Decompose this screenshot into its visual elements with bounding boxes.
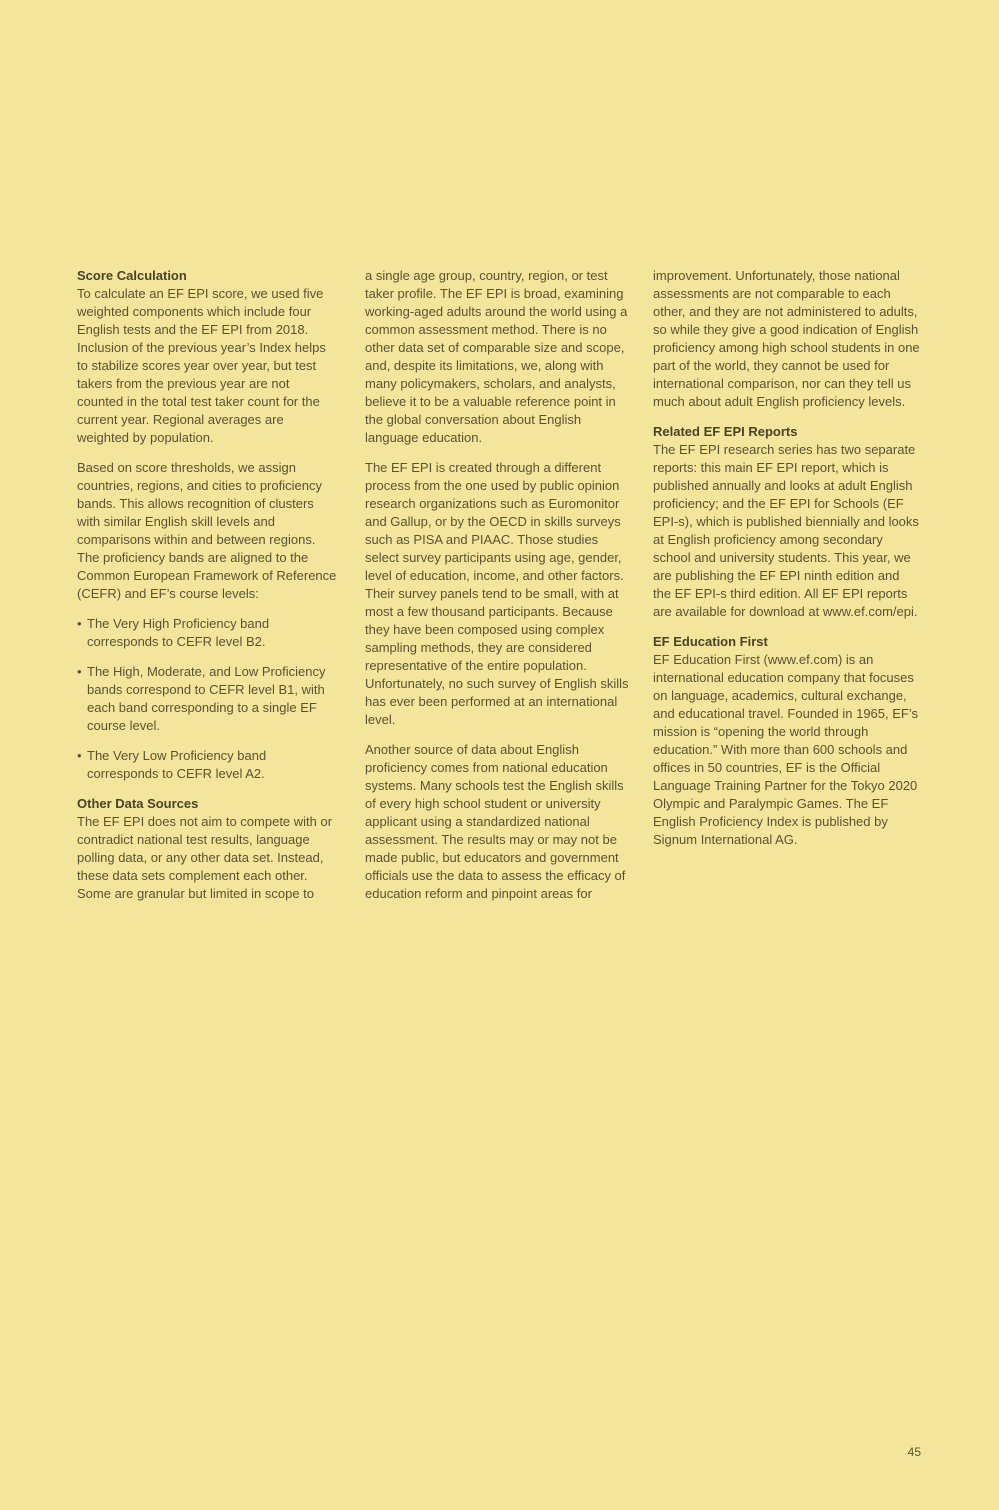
other-data-sources-heading: Other Data Sources	[77, 796, 199, 811]
body-paragraph-2: The EF EPI is created through a different process from the one used by public opinion research organizations such as Euromonitor and Gallup, or by the OECD in skills surveys such as PISA and PIAAC. Those studies select survey participants using age, gender, level of education, income, and other factors. Their survey panels tend to be small, with at most a few thousand participants. Because they have been composed using complex sampling methods, they are considered representative of the entire population. Unfortunately, no such survey of English skills has ever been performed at an international level.	[365, 460, 629, 727]
list-item-text: The Very High Proficiency band corresponds to CEFR level B2.	[87, 616, 270, 649]
ef-education-first-paragraph: EF Education First (www.ef.com) is an international education company that focuses on language, academics, cultural exchange, and educational travel. Founded in 1965, EF’s mission is “opening the world through education.” With more than 600 schools and offices in 50 countries, EF is the Official Language Training Partner for the Tokyo 2020 Olympic and Paralympic Games. The EF English Proficiency Index is published by Signum International AG.	[653, 652, 918, 847]
body-paragraph-1: a single age group, country, region, or test taker profile. The EF EPI is broad, examining working-aged adults around the world using a common assessment method. There is no other data set of comparable size and scope, and, despite its limitations, we, along with many policymakers, scholars, and analysts, believe it to be a valuable reference point in the global conversation about English language education.	[365, 268, 628, 445]
score-calculation-heading: Score Calculation	[77, 268, 187, 283]
ef-education-first-heading: EF Education First	[653, 634, 768, 649]
body-paragraph-3: Another source of data about English proficiency comes from national education systems. Many schools test the English skills of every high school student or university applicant using a standardized national assessment. The results may or may not be made public, but educators and government officials use the data to assess the efficacy of education reform and pinpoint areas for	[365, 742, 626, 901]
score-calculation-paragraph-1: To calculate an EF EPI score, we used five weighted components which include four English tests and the EF EPI from 2018. Inclusion of the previous year’s Index helps to stabilize scores year over year, but test takers from the previous year are not counted in the total test taker count for the current year. Regional averages are weighted by population.	[77, 286, 326, 445]
bullet-icon: •	[77, 664, 82, 679]
list-item-text: The High, Moderate, and Low Proficiency bands correspond to CEFR level B1, with each band corresponding to a single EF course level.	[87, 664, 326, 733]
text-column-3	[653, 267, 921, 861]
list-item	[77, 663, 339, 735]
other-data-sources-paragraph: The EF EPI does not aim to compete with or contradict national test results, language polling data, or any other data set. Instead, these data sets complement each other. Some are granular but limited in scope to	[77, 814, 333, 901]
text-column-1	[77, 267, 339, 915]
bullet-icon: •	[77, 616, 82, 631]
score-calculation-paragraph-2: Based on score thresholds, we assign countries, regions, and cities to proficiency bands. This allows recognition of clusters with similar English skill levels and comparisons within and between regions. The proficiency bands are aligned to the Common European Framework of Reference (CEFR) and EF’s course levels:	[77, 460, 337, 601]
list-item	[77, 615, 339, 651]
body-paragraph-4: improvement. Unfortunately, those national assessments are not comparable to each other, and they are not administered to adults, so while they give a good indication of English proficiency among high school students in one part of the world, they cannot be used for international comparison, nor can they tell us much about adult English proficiency levels.	[653, 268, 920, 409]
bullet-icon: •	[77, 748, 82, 763]
proficiency-band-list	[77, 615, 339, 783]
list-item	[77, 747, 339, 783]
list-item-text: The Very Low Proficiency band corresponds to CEFR level A2.	[87, 748, 267, 781]
text-column-2	[365, 267, 635, 915]
page-number: 45	[907, 1445, 921, 1459]
related-reports-heading: Related EF EPI Reports	[653, 424, 798, 439]
related-reports-paragraph: The EF EPI research series has two separate reports: this main EF EPI report, which is published annually and looks at adult English proficiency; and the EF EPI for Schools (EF EPI-s), which is published biennially and looks at English proficiency among secondary school and university students. This year, we are publishing the EF EPI ninth edition and the EF EPI-s third edition. All EF EPI reports are available for download at www.ef.com/epi.	[653, 442, 919, 619]
